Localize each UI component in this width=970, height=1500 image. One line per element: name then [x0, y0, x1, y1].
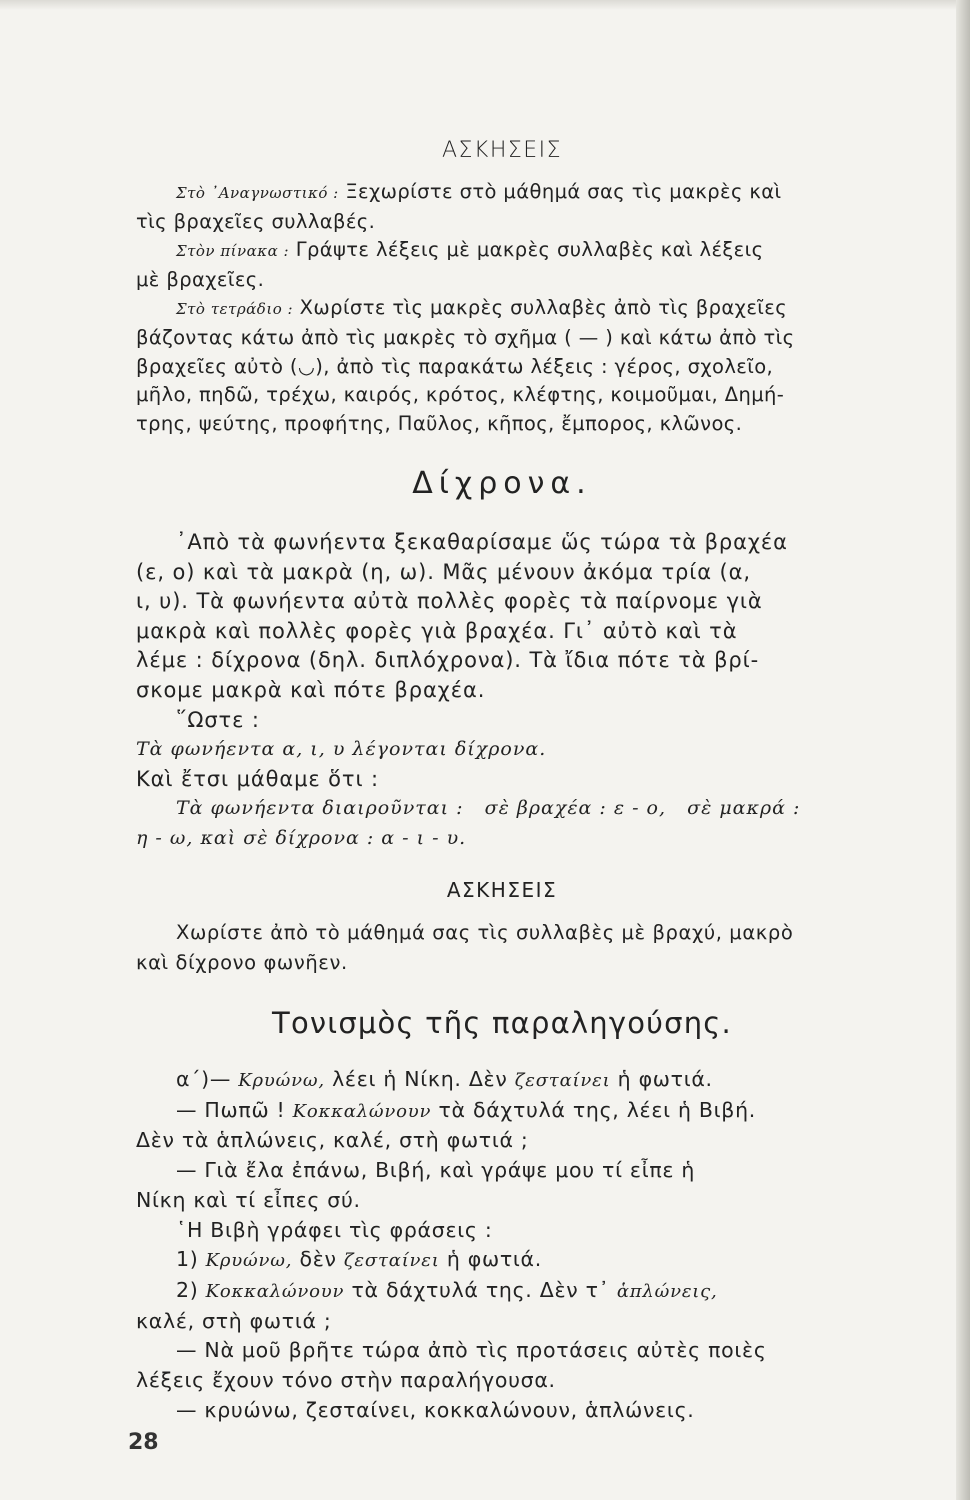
hoste-line: ῞Ωστε :	[176, 707, 260, 732]
dialogue-line: Νίκη καὶ τί εἶπες σύ.	[136, 1187, 361, 1212]
dialogue-line: — Νὰ μοῦ βρῆτε τώρα ἀπὸ τὶς προτάσεις αὐτὲς ποιὲς	[176, 1338, 767, 1363]
dialogue-line: 2) Κοκκαλώνουν τὰ δάχτυλά της. Δὲν τ᾿ ἁπλώνεις,	[176, 1277, 718, 1302]
exercise-text-line: μὲ βραχεῖες.	[136, 267, 265, 291]
exercise-text-line: Χωρίστε ἀπὸ τὸ μάθημά σας τὶς συλλαβὲς μὲ βραχύ, μακρὸ	[176, 921, 794, 944]
exercise-board-line: Στὸν πίνακα : Γράψτε λέξεις μὲ μακρὲς συλλαβὲς καὶ λέξεις	[176, 238, 764, 262]
exercises-block	[136, 178, 868, 438]
dichrona-paragraph	[136, 528, 868, 854]
paragraph-line: ι, υ). Τὰ φωνήεντα αὐτὰ πολλὲς φορὲς τὰ παίρνομε γιὰ	[136, 589, 763, 614]
exercises-heading-2: ΑΣΚΗΣΕΙΣ	[446, 878, 558, 902]
paragraph-line: (ε, ο) καὶ τὰ μακρὰ (η, ω). Μᾶς μένουν ἀκόμα τρία (α,	[136, 559, 751, 584]
paragraph-line: λέμε : δίχρονα (δηλ. διπλόχρονα). Τὰ ἴδια πότε τὰ βρί-	[136, 648, 760, 673]
paragraph-line: ᾿Απὸ τὰ φωνήεντα ξεκαθαρίσαμε ὥς τώρα τὰ βραχέα	[176, 530, 788, 554]
exercise-label: Στὸ ᾿Αναγνωστικό :	[176, 184, 339, 202]
dialogue-line: — Γιὰ ἔλα ἐπάνω, Βιβή, καὶ γράψε μου τί εἶπε ἡ	[176, 1158, 696, 1183]
learned-line: Καὶ ἔτσι μάθαμε ὅτι :	[136, 766, 380, 791]
dialogue-line: — κρυώνω, ζεσταίνει, κοκκαλώνουν, ἁπλώνεις.	[176, 1397, 695, 1422]
exercise-text-line: καὶ δίχρονο φωνῆεν.	[136, 951, 348, 974]
page-edge	[956, 0, 970, 1500]
exercise-notebook-line: Στὸ τετράδιο : Χωρίστε τὶς μακρὲς συλλαβὲς ἀπὸ τὶς βραχεῖες	[176, 296, 788, 320]
exercises-2-block	[136, 918, 868, 978]
exercise-label: Στὸ τετράδιο :	[176, 300, 294, 319]
exercise-text-line: βραχεῖες αὐτὸ (◡), ἀπὸ τὶς παρακάτω λέξεις : γέρος, σχολεῖο,	[136, 354, 774, 378]
paragraph-line: μακρὰ καὶ πολλὲς φορὲς γιὰ βραχέα. Γι᾿ αὐτὸ καὶ τὰ	[136, 618, 738, 643]
paragraph-line: σκομε μακρὰ καὶ πότε βραχέα.	[136, 677, 486, 702]
dialogue-line: α΄)— Κρυώνω, λέει ἡ Νίκη. Δὲν ζεσταίνει ἡ φωτιά.	[176, 1067, 713, 1091]
exercise-text-line: τὶς βραχεῖες συλλαβές.	[136, 209, 376, 233]
rule-line: η - ω, καὶ σὲ δίχρονα : α - ι - υ.	[136, 826, 467, 849]
dialogue-line: 1) Κρυώνω, δὲν ζεσταίνει ἡ φωτιά.	[176, 1247, 542, 1272]
dialogue-line: λέξεις ἔχουν τόνο στὴν παραλήγουσα.	[136, 1368, 556, 1393]
exercises-heading: ΑΣΚΗΣΕΙΣ	[441, 138, 563, 163]
page-top-shade	[0, 0, 970, 10]
dichrona-heading: Δίχρονα.	[412, 466, 592, 501]
tonismos-heading: Τονισμὸς τῆς παραληγούσης.	[272, 1006, 732, 1040]
exercise-text-line: τρης, ψεύτης, προφήτης, Παῦλος, κῆπος, ἔμπορος, κλῶνος.	[136, 411, 743, 435]
exercise-label: Στὸν πίνακα :	[176, 242, 290, 261]
dialogue-line: ῾Η Βιβὴ γράφει τὶς φράσεις :	[176, 1217, 493, 1242]
tonismos-dialogue	[136, 1065, 868, 1425]
dialogue-line: Δὲν τὰ ἁπλώνεις, καλέ, στὴ φωτιά ;	[136, 1128, 529, 1153]
dialogue-line: — Πωπῶ ! Κοκκαλώνουν τὰ δάχτυλά της, λέει ἡ Βιβή.	[176, 1097, 756, 1122]
exercise-text-line: βάζοντας κάτω ἀπὸ τὶς μακρὲς τὸ σχῆμα ( — ) καὶ κάτω ἀπὸ τὶς	[136, 325, 795, 349]
rule-line: Τὰ φωνήεντα διαιροῦνται : σὲ βραχέα : ε - ο, σὲ μακρά :	[176, 797, 801, 820]
page-number: 28	[128, 1430, 159, 1455]
rule-line: Τὰ φωνήεντα α, ι, υ λέγονται δίχρονα.	[136, 738, 547, 761]
dialogue-line: καλέ, στὴ φωτιά ;	[136, 1308, 332, 1333]
exercise-reader-line: Στὸ ᾿Αναγνωστικό : Ξεχωρίστε στὸ μάθημά σας τὶς μακρὲς καὶ	[176, 180, 782, 203]
exercise-text-line: μῆλο, πηδῶ, τρέχω, καιρός, κρότος, κλέφτης, κοιμοῦμαι, Δημή-	[136, 383, 785, 407]
